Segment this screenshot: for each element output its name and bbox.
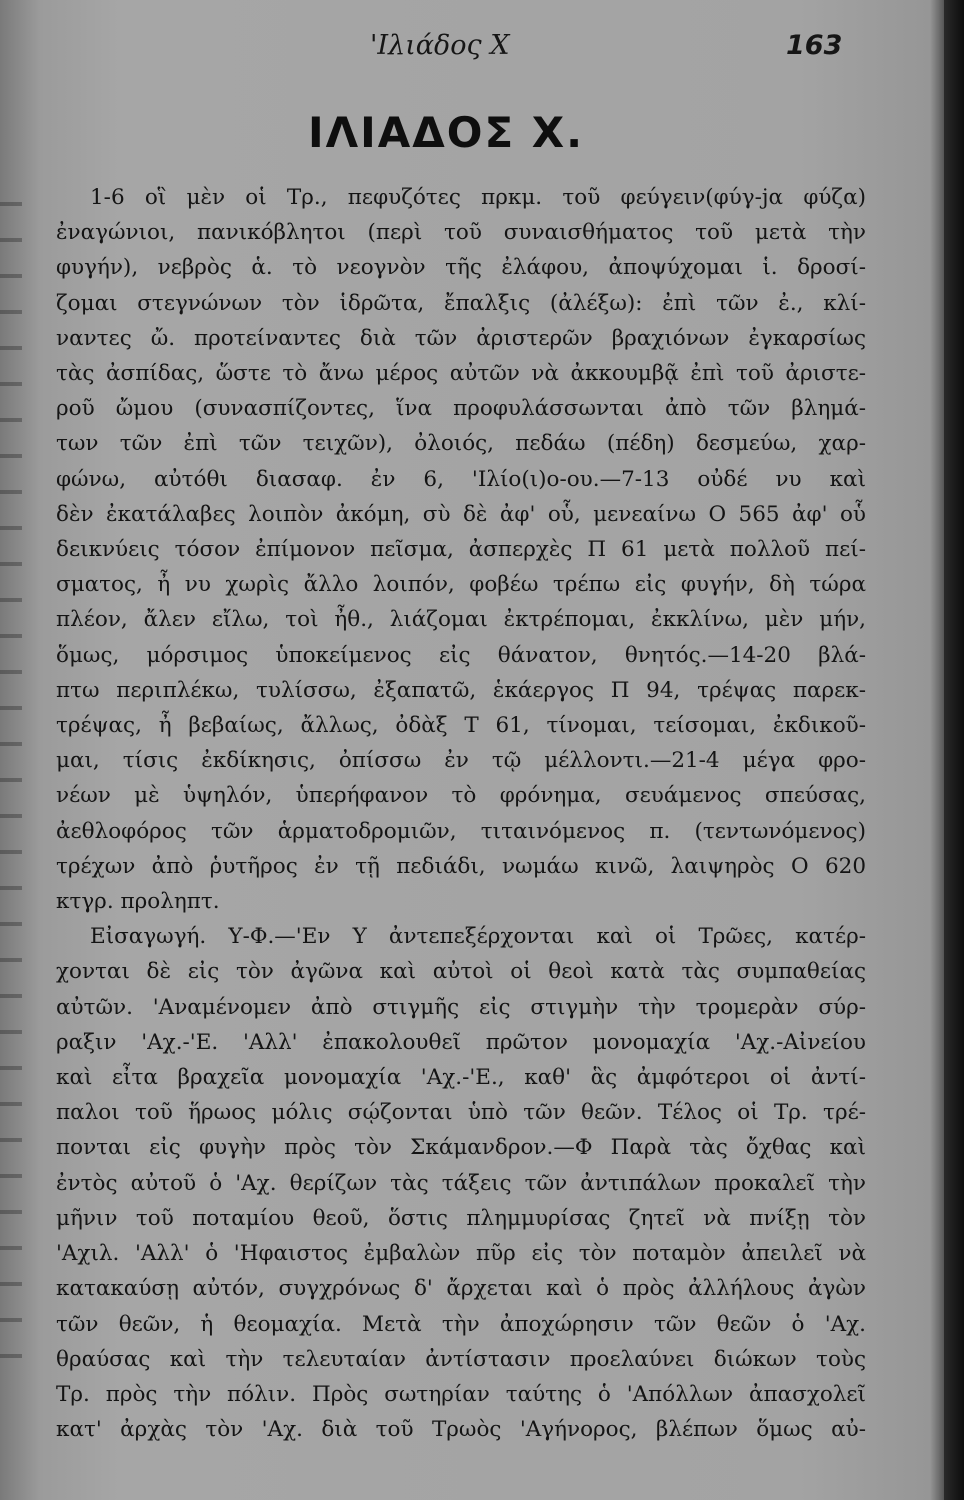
text-line: πτω περιπλέκω, τυλίσσω, ἐξαπατῶ, ἑκάεργος Π 94, τρέψας παρεκ- [56,677,866,703]
text-line: πονται εἰς φυγὴν πρὸς τὸν Σκάμανδρον.—Φ Παρὰ τὰς ὄχθας καὶ [56,1135,866,1161]
page-edge-shadow [944,0,964,1500]
text-line: μῆνιν τοῦ ποταμίου θεοῦ, ὅστις πλημμυρίσας ζητεῖ νὰ πνίξῃ τὸν [56,1205,866,1231]
text-line: φυγήν), νεβρὸς ἁ. τὸ νεογνὸν τῆς ἐλάφου, ἀποψύχομαι ἱ. δροσί- [56,255,866,281]
text-line: ἐντὸς αὐτοῦ ὁ 'Αχ. θερίζων τὰς τάξεις τῶν ἀντιπάλων προκαλεῖ τὴν [56,1170,866,1196]
text-line: ἐναγώνιοι, πανικόβλητοι (περὶ τοῦ συναισθήματος τοῦ μετὰ τὴν [56,220,866,246]
text-line: νέων μὲ ὑψηλόν, ὑπερήφανον τὸ φρόνημα, σευάμενος σπεύσας, [56,783,866,809]
text-line: κατακαύσῃ αὐτόν, συγχρόνως δ' ἄρχεται καὶ ὁ πρὸς ἀλλήλους ἀγὼν [56,1276,866,1302]
text-line: τῶν θεῶν, ἡ θεομαχία. Μετὰ τὴν ἀποχώρησιν τῶν θεῶν ὁ 'Αχ. [56,1311,866,1337]
text-line: θραύσας καὶ τὴν τελευταίαν ἀντίστασιν προελαύνει διώκων τοὺς [56,1346,866,1372]
text-line: χονται δὲ εἰς τὸν ἀγῶνα καὶ αὐτοὶ οἱ θεοὶ κατὰ τὰς συμπαθείας [56,959,866,985]
text-line: τρέχων ἀπὸ ῥυτῆρος ἐν τῇ πεδιάδι, νωμάω κινῶ, λαιψηρὸς Ο 620 [56,853,866,879]
text-line: δεικνύεις τόσον ἐπίμονον πεῖσμα, ἀσπερχὲς Π 61 μετὰ πολλοῦ πεί- [56,537,866,563]
introduction-paragraph-start: Εἰσαγωγή. Υ-Φ.—'Εν Υ ἀντεπεξέρχονται καὶ οἱ Τρῶες, κατέρ- [90,924,866,950]
text-line: ροῦ ὤμου (συνασπίζοντες, ἵνα προφυλάσσωνται ἀπὸ τῶν βλημά- [56,396,866,422]
text-line: κατ' ἀρχὰς τὸν 'Αχ. διὰ τοῦ Τρωὸς 'Αγήνορος, βλέπων ὅμως αὐ- [56,1417,866,1443]
text-line: παλοι τοῦ ἥρωος μόλις σῴζονται ὑπὸ τῶν θεῶν. Τέλος οἱ Τρ. τρέ- [56,1100,866,1126]
text-line: μαι, τίσις ἐκδίκησις, ὀπίσσω ἐν τῷ μέλλοντι.—21-4 μέγα φρο- [56,748,866,774]
text-line: 'Αχιλ. 'Αλλ' ὁ 'Ηφαιστος ἐμβαλὼν πῦρ εἰς τὸν ποταμὸν ἀπειλεῖ νὰ [56,1241,866,1267]
binding-edge [0,180,22,1380]
chapter-title: ΙΛΙΑΔΟΣ Χ. [308,108,585,157]
running-title: 'Ιλιάδος Χ [370,30,510,61]
text-line: τρέψας, ἦ βεβαίως, ἄλλως, ὀδὰξ Τ 61, τίνομαι, τείσομαι, ἐκδικοῦ- [56,713,866,739]
text-line: ζομαι στεγνώνων τὸν ἱδρῶτα, ἔπαλξις (ἀλέξω): ἐπὶ τῶν ἐ., κλί- [56,290,866,316]
commentary-text [56,180,866,1447]
text-line: Τρ. πρὸς τὴν πόλιν. Πρὸς σωτηρίαν ταύτης ὁ 'Απόλλων ἀπασχολεῖ [56,1381,866,1407]
page-number: 163 [786,30,843,61]
text-line: ραξιν 'Αχ.-'Ε. 'Αλλ' ἐπακολουθεῖ πρῶτον μονομαχία 'Αχ.-Αἰνείου [56,1029,866,1055]
text-line: πλέον, ἄλεν εἴλω, τοὶ ἦθ., λιάζομαι ἐκτρέπομαι, ἐκκλίνω, μὲν μήν, [56,607,866,633]
text-line: ναντες ὤ. προτείναντες διὰ τῶν ἀριστερῶν βραχιόνων ἐγκαρσίως [56,325,866,351]
text-line: καὶ εἶτα βραχεῖα μονομαχία 'Αχ.-'Ε., καθ' ἃς ἀμφότεροι οἱ ἀντί- [56,1065,866,1091]
text-line: 1-6 οἳ μὲν οἱ Τρ., πεφυζότες πρκμ. τοῦ φεύγειν(φύγ-jα φύζα) [90,185,866,210]
text-line: κτγρ. προληπτ. [56,889,220,915]
text-line: των τῶν ἐπὶ τῶν τειχῶν), ὀλοιός, πεδάω (πέδη) δεσμεύω, χαρ- [56,431,866,457]
text-line: σματος, ἦ νυ χωρὶς ἄλλο λοιπόν, φοβέω τρέπω εἰς φυγήν, δὴ τώρα [56,572,866,598]
text-line: δὲν ἐκατάλαβες λοιπὸν ἀκόμη, σὺ δὲ ἀφ' οὗ, μενεαίνω Ο 565 ἀφ' οὗ [56,501,866,527]
text-line: ἀεθλοφόρος τῶν ἁρματοδρομιῶν, τιταινόμενος π. (τεντωνόμενος) [56,818,866,844]
text-line: ὅμως, μόρσιμος ὑποκείμενος εἰς θάνατον, θνητός.—14-20 βλά- [56,642,866,668]
text-line: τὰς ἀσπίδας, ὥστε τὸ ἄνω μέρος αὐτῶν νὰ ἀκκουμβᾷ ἐπὶ τοῦ ἀριστε- [56,361,866,387]
text-line: φώνω, αὐτόθι διασαφ. ἐν 6, 'Ιλίο(ι)ο-ου.—7-13 οὐδέ νυ καὶ [56,466,866,492]
text-line: αὐτῶν. 'Αναμένομεν ἀπὸ στιγμῆς εἰς στιγμὴν τὴν τρομερὰν σύρ- [56,994,866,1020]
